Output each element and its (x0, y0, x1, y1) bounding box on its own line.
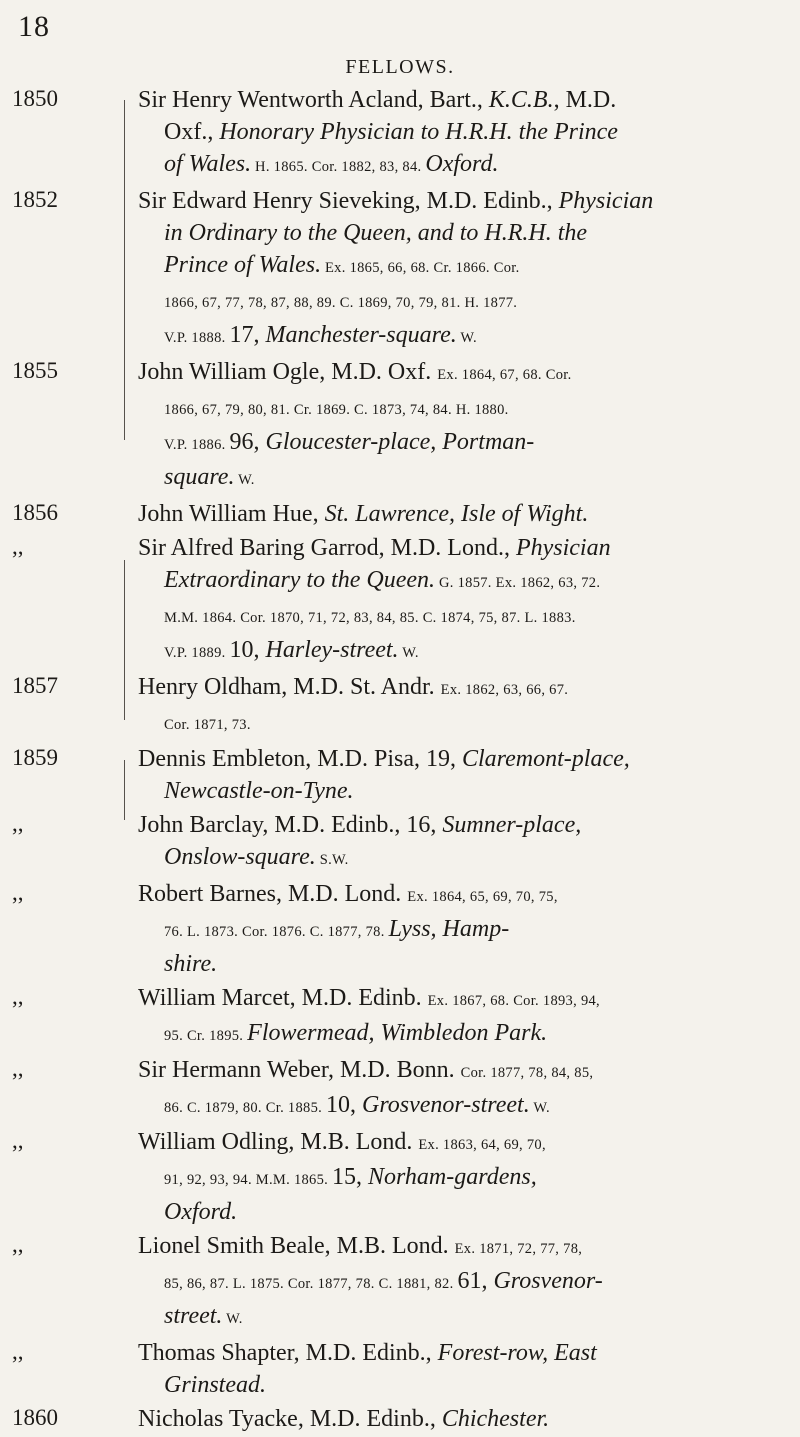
record-text: W. (529, 1100, 550, 1116)
entry-detail-line (138, 706, 800, 741)
entry-text: John Barclay, M.D. Edinb., 16, (138, 812, 443, 838)
record-text: Ex. 1867, 68. Cor. 1893, 94, (427, 993, 600, 1009)
fellow-entry (0, 1230, 800, 1335)
entry-name-line (138, 878, 800, 913)
fellow-entry (0, 185, 800, 354)
italic-text: Extraordinary to the Queen. (164, 567, 436, 593)
italic-text: Gloucester-place, Portman- (265, 429, 535, 455)
election-year: 1859 (12, 745, 58, 770)
record-text: 95. Cr. 1895. (164, 1028, 248, 1044)
entry-detail-line (138, 1017, 800, 1052)
record-text: V.P. 1888. (164, 330, 230, 346)
record-text: V.P. 1886. (164, 437, 230, 453)
italic-text: Sumner-place, (442, 812, 582, 838)
record-text: H. 1865. Cor. 1882, 83, 84. (251, 159, 426, 175)
entry-text: Nicholas Tyacke, M.D. Edinb., (138, 1406, 442, 1432)
fellow-entry (0, 671, 800, 741)
record-text: 85, 86, 87. L. 1875. Cor. 1877, 78. C. 1881, 82. (164, 1276, 458, 1292)
election-year: ,, (12, 811, 24, 836)
entry-detail-line (138, 426, 800, 461)
record-text: W. (456, 330, 477, 346)
italic-text: street. (164, 1303, 223, 1329)
fellow-entry (0, 1403, 800, 1435)
italic-text: Physician (558, 188, 654, 214)
entry-detail-line (138, 148, 800, 183)
election-year: 1857 (12, 673, 58, 698)
record-text: M.M. 1864. Cor. 1870, 71, 72, 83, 84, 85. C. 1874, 75, 87. L. 1883. (164, 610, 576, 626)
fellows-list (0, 84, 800, 1437)
entry-detail-line (138, 599, 800, 634)
election-year: 1855 (12, 358, 58, 383)
record-text: Cor. 1877, 78, 84, 85, (460, 1065, 594, 1081)
entry-text: Sir Edward Henry Sieveking, M.D. Edinb., (138, 188, 559, 214)
entry-detail-line (138, 391, 800, 426)
italic-text: Harley-street. (265, 637, 399, 663)
entry-detail-line (138, 217, 800, 249)
entry-detail-line (138, 1300, 800, 1335)
entry-text: Oxf., (164, 119, 220, 145)
record-text: 91, 92, 93, 94. M.M. 1865. (164, 1172, 333, 1188)
election-year: ,, (12, 880, 24, 905)
entry-detail-line (138, 319, 800, 354)
fellow-entry (0, 1126, 800, 1228)
italic-text: K.C.B. (488, 87, 554, 113)
fellow-entry (0, 84, 800, 183)
italic-text: in Ordinary to the Queen, and to H.R.H. the (164, 220, 588, 246)
record-text: Ex. 1865, 66, 68. Cr. 1866. Cor. (321, 260, 520, 276)
entry-text: Lionel Smith Beale, M.B. Lond. (138, 1233, 455, 1259)
election-year: ,, (12, 1339, 24, 1364)
election-year: ,, (12, 534, 24, 559)
entry-text: Henry Oldham, M.D. St. Andr. (138, 674, 441, 700)
italic-text: Newcastle-on-Tyne. (164, 778, 354, 804)
entry-text: 96, (229, 429, 266, 455)
entry-detail-line (138, 249, 800, 284)
entry-name-line (138, 1126, 800, 1161)
entry-text: John William Ogle, M.D. Oxf. (138, 359, 438, 385)
entry-name-line (138, 356, 800, 391)
entry-name-line (138, 671, 800, 706)
italic-text: Onslow-square. (164, 844, 316, 870)
entry-detail-line (138, 913, 800, 948)
entry-detail-line (138, 1265, 800, 1300)
fellow-entry (0, 532, 800, 669)
entry-name-line (138, 498, 800, 530)
entry-text: 61, (457, 1268, 494, 1294)
record-text: V.P. 1889. (164, 645, 230, 661)
fellow-entry (0, 982, 800, 1052)
entry-detail-line (138, 116, 800, 148)
italic-text: St. Lawrence, Isle of Wight. (324, 501, 589, 527)
entry-text: 10, (229, 637, 266, 663)
entry-name-line (138, 1403, 800, 1435)
entry-name-line (138, 185, 800, 217)
entry-text: 17, (229, 322, 266, 348)
record-text: 76. L. 1873. Cor. 1876. C. 1877, 78. (164, 924, 389, 940)
entry-detail-line (138, 948, 800, 980)
fellow-entry (0, 809, 800, 876)
entry-detail-line (138, 284, 800, 319)
italic-text: Prince of Wales. (164, 252, 322, 278)
italic-text: Norham-gardens, (368, 1164, 537, 1190)
fellow-entry (0, 356, 800, 496)
election-year: 1850 (12, 86, 58, 111)
entry-text: 15, (332, 1164, 369, 1190)
italic-text: Lyss, Hamp- (388, 916, 510, 942)
entry-text: Sir Alfred Baring Garrod, M.D. Lond., (138, 535, 516, 561)
record-text: Ex. 1862, 63, 66, 67. (440, 682, 569, 698)
entry-name-line (138, 743, 800, 775)
entry-text: , M.D. (553, 87, 617, 113)
entry-detail-line (138, 1196, 800, 1228)
italic-text: Grosvenor-street. (361, 1092, 530, 1118)
record-text: Ex. 1864, 65, 69, 70, 75, (407, 889, 558, 905)
fellow-entry (0, 1337, 800, 1401)
italic-text: Oxford. (164, 1199, 238, 1225)
entry-text: Sir Henry Wentworth Acland, Bart., (138, 87, 489, 113)
italic-text: Physician (515, 535, 611, 561)
running-head: FELLOWS. (345, 56, 455, 78)
election-year: ,, (12, 1056, 24, 1081)
fellow-entry (0, 498, 800, 530)
entry-text: Thomas Shapter, M.D. Edinb., (138, 1340, 438, 1366)
record-text: W. (398, 645, 419, 661)
entry-text: John William Hue, (138, 501, 325, 527)
entry-name-line (138, 1337, 800, 1369)
election-year: ,, (12, 1128, 24, 1153)
italic-text: Honorary Physician to H.R.H. the Prince (219, 119, 618, 145)
entry-name-line (138, 532, 800, 564)
record-text: W. (222, 1311, 243, 1327)
record-text: 1866, 67, 79, 80, 81. Cr. 1869. C. 1873, 74, 84. H. 1880. (164, 402, 509, 418)
page-number: 18 (18, 10, 50, 43)
entry-text: William Odling, M.B. Lond. (138, 1129, 419, 1155)
entry-detail-line (138, 1369, 800, 1401)
record-text: Ex. 1864, 67, 68. Cor. (437, 367, 572, 383)
entry-name-line (138, 84, 800, 116)
fellow-entry (0, 1054, 800, 1124)
entry-detail-line (138, 1089, 800, 1124)
entry-name-line (138, 809, 800, 841)
italic-text: Manchester-square. (265, 322, 457, 348)
record-text: Ex. 1871, 72, 77, 78, (454, 1241, 583, 1257)
italic-text: Claremont-place, (462, 746, 630, 772)
election-year: 1852 (12, 187, 58, 212)
entry-detail-line (138, 564, 800, 599)
record-text: 1866, 67, 77, 78, 87, 88, 89. C. 1869, 70, 79, 81. H. 1877. (164, 295, 518, 311)
record-text: Cor. 1871, 73. (164, 717, 251, 733)
record-text: W. (234, 472, 255, 488)
italic-text: Flowermead, Wimbledon Park. (247, 1020, 548, 1046)
entry-name-line (138, 1230, 800, 1265)
italic-text: Grinstead. (164, 1372, 266, 1398)
entry-text: Sir Hermann Weber, M.D. Bonn. (138, 1057, 461, 1083)
entry-text: 10, (325, 1092, 362, 1118)
entry-text: Robert Barnes, M.D. Lond. (138, 881, 408, 907)
record-text: 86. C. 1879, 80. Cr. 1885. (164, 1100, 326, 1116)
italic-text: shire. (164, 951, 218, 977)
italic-text: Grosvenor- (493, 1268, 603, 1294)
record-text: G. 1857. Ex. 1862, 63, 72. (435, 575, 601, 591)
entry-name-line (138, 1054, 800, 1089)
entry-text: William Marcet, M.D. Edinb. (138, 985, 428, 1011)
italic-text: Forest-row, East (437, 1340, 597, 1366)
entry-detail-line (138, 634, 800, 669)
entry-detail-line (138, 775, 800, 807)
fellow-entry (0, 878, 800, 980)
entry-detail-line (138, 841, 800, 876)
italic-text: square. (164, 464, 235, 490)
entry-name-line (138, 982, 800, 1017)
fellow-entry (0, 743, 800, 807)
italic-text: Chichester. (441, 1406, 550, 1432)
italic-text: of Wales. (164, 151, 252, 177)
entry-detail-line (138, 461, 800, 496)
record-text: Ex. 1863, 64, 69, 70, (418, 1137, 546, 1153)
entry-text: Dennis Embleton, M.D. Pisa, 19, (138, 746, 462, 772)
entry-detail-line (138, 1161, 800, 1196)
election-year: 1860 (12, 1405, 58, 1430)
record-text: S.W. (315, 852, 349, 868)
election-year: ,, (12, 984, 24, 1009)
italic-text: Oxford. (425, 151, 499, 177)
election-year: ,, (12, 1232, 24, 1257)
election-year: 1856 (12, 500, 58, 525)
